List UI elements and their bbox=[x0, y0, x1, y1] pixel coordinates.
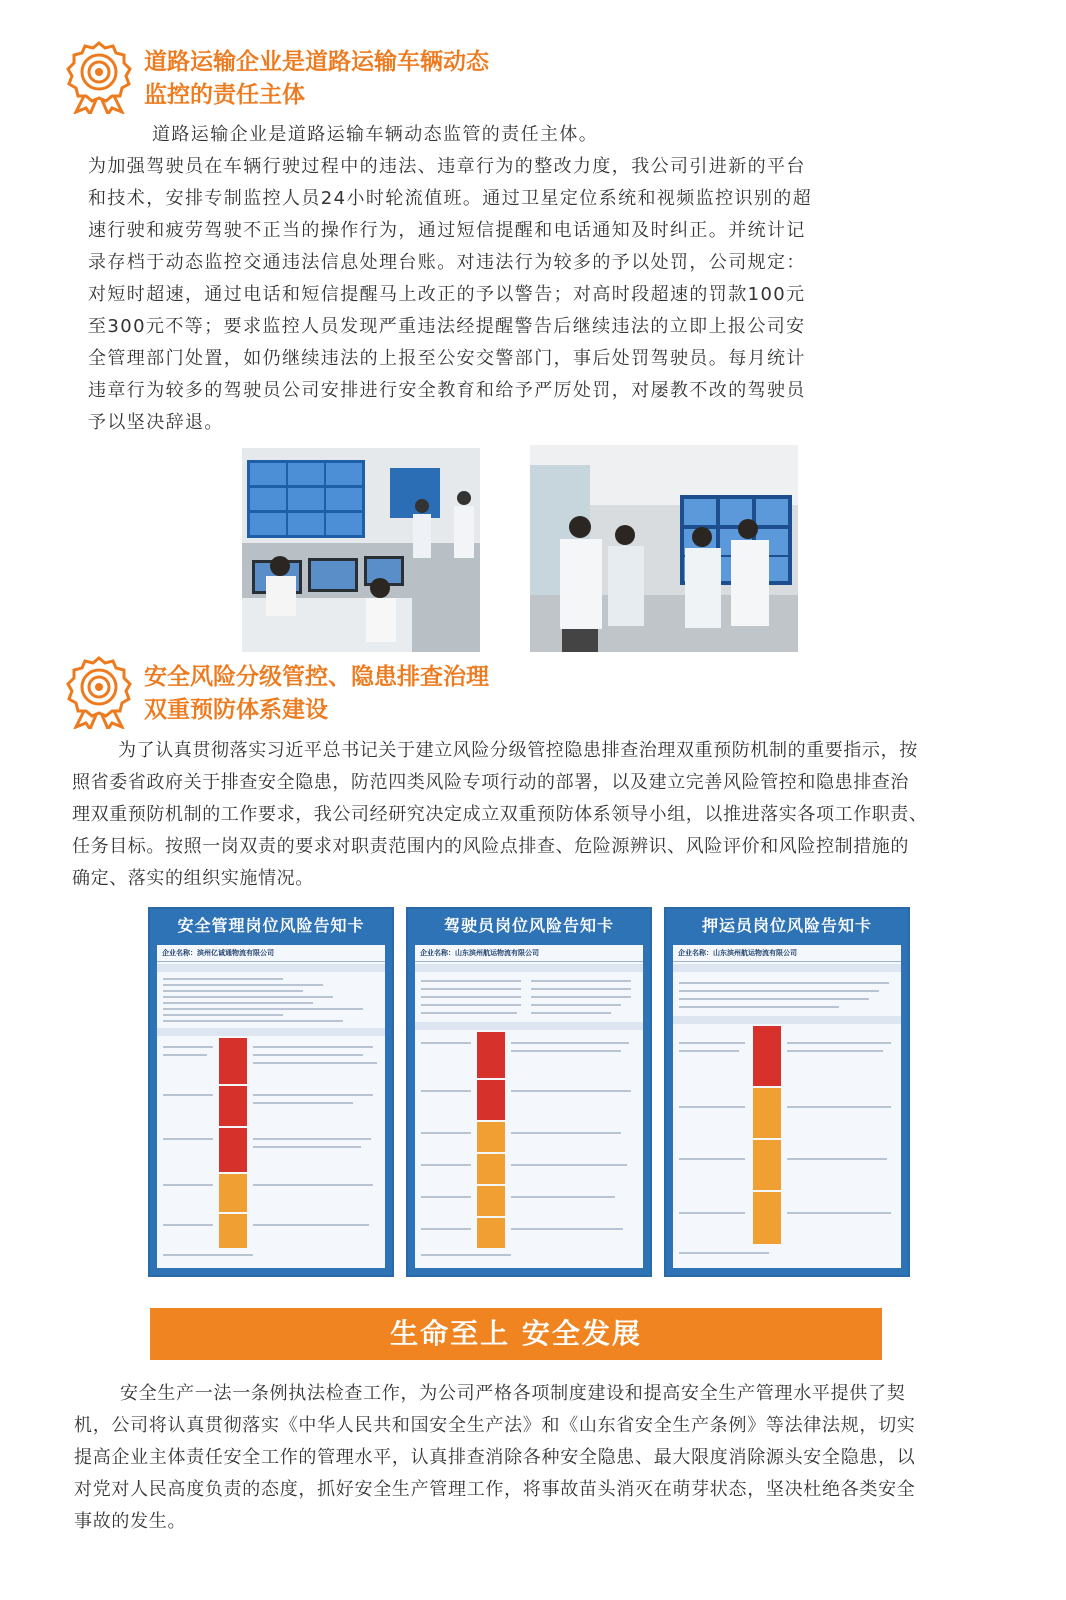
section3-body bbox=[74, 1378, 1006, 1538]
award-badge-icon bbox=[62, 40, 136, 114]
section3-line: 安全生产一法一条例执法检查工作，为公司严格各项制度建设和提高安全生产管理水平提供了契 bbox=[120, 1383, 906, 1404]
section1-line: 予以坚决辞退。 bbox=[88, 412, 224, 433]
section1-body bbox=[88, 119, 983, 439]
risk-card-body bbox=[157, 945, 385, 1268]
section2-title-line2: 双重预防体系建设 bbox=[144, 697, 328, 723]
risk-card-title: 安全管理岗位风险告知卡 bbox=[177, 916, 365, 935]
risk-card-driver bbox=[406, 907, 652, 1277]
section3-line: 机，公司将认真贯彻落实《中华人民共和国安全生产法》和《山东省安全生产条例》等法律法规，切实 bbox=[74, 1415, 916, 1436]
monitoring-room-photo-1 bbox=[242, 448, 480, 652]
section1-line: 速行驶和疲劳驾驶不正当的操作行为，通过短信提醒和电话通知及时纠正。并统计记 bbox=[88, 220, 806, 241]
risk-card-table bbox=[157, 962, 385, 1262]
section1-title bbox=[144, 40, 489, 112]
section1-line: 道路运输企业是道路运输车辆动态监管的责任主体。 bbox=[152, 124, 599, 145]
section3-line: 提高企业主体责任安全工作的管理水平，认真排查消除各种安全隐患、最大限度消除源头安全隐患，以 bbox=[74, 1447, 916, 1468]
section3-line: 事故的发生。 bbox=[74, 1511, 187, 1532]
risk-card-company: 企业名称：山东滨州航运物流有限公司 bbox=[673, 945, 901, 962]
risk-card-company: 企业名称：山东滨州航运物流有限公司 bbox=[415, 945, 643, 962]
risk-card-title: 押运员岗位风险告知卡 bbox=[701, 916, 872, 935]
section2-line: 确定、落实的组织实施情况。 bbox=[72, 868, 314, 889]
section2-header bbox=[62, 655, 489, 729]
section1-line: 违章行为较多的驾驶员公司安排进行安全教育和给予严厉处罚，对屡教不改的驾驶员 bbox=[88, 380, 806, 401]
section1-line: 录存档于动态监控交通违法信息处理台账。对违法行为较多的予以处罚，公司规定： bbox=[88, 252, 806, 273]
section2-line: 照省委省政府关于排查安全隐患，防范四类风险专项行动的部署，以及建立完善风险管控和隐患排查治 bbox=[72, 772, 909, 793]
risk-card-safety-management bbox=[148, 907, 394, 1277]
section2-line: 为了认真贯彻落实习近平总书记关于建立风险分级管控隐患排查治理双重预防机制的重要指示，按 bbox=[118, 740, 918, 761]
section3-line: 对党对人民高度负责的态度，抓好安全生产管理工作，将事故苗头消灭在萌芽状态，坚决杜绝各类安全 bbox=[74, 1479, 916, 1500]
risk-card-body bbox=[673, 945, 901, 1268]
risk-card-body bbox=[415, 945, 643, 1268]
risk-card-company: 企业名称：滨州亿诚通物流有限公司 bbox=[157, 945, 385, 962]
section1-line: 和技术，安排专制监控人员24小时轮流值班。通过卫星定位系统和视频监控识别的超 bbox=[88, 188, 813, 209]
section1-line: 全管理部门处置，如仍继续违法的上报至公安交警部门，事后处罚驾驶员。每月统计 bbox=[88, 348, 806, 369]
section1-title-line1: 道路运输企业是道路运输车辆动态 bbox=[144, 49, 489, 75]
section1-title-line2: 监控的责任主体 bbox=[144, 82, 305, 108]
section2-title-line1: 安全风险分级管控、隐患排查治理 bbox=[144, 664, 489, 690]
slogan-banner: 生命至上 安全发展 bbox=[150, 1308, 882, 1360]
section1-line: 为加强驾驶员在车辆行驶过程中的违法、违章行为的整改力度，我公司引进新的平台 bbox=[88, 156, 806, 177]
section2-body bbox=[72, 735, 1007, 895]
section2-line: 理双重预防机制的工作要求，我公司经研究决定成立双重预防体系领导小组，以推进落实各项工作职责、 bbox=[72, 804, 928, 825]
section1-header bbox=[62, 40, 489, 114]
monitoring-room-photo-2 bbox=[530, 445, 798, 652]
section2-line: 任务目标。按照一岗双责的要求对职责范围内的风险点排查、危险源辨识、风险评价和风险控制措施的 bbox=[72, 836, 909, 857]
section1-line: 至300元不等；要求监控人员发现严重违法经提醒警告后继续违法的立即上报公司安 bbox=[88, 316, 806, 337]
section2-title bbox=[144, 655, 489, 727]
risk-card-escort bbox=[664, 907, 910, 1277]
risk-card-table bbox=[415, 962, 643, 1262]
award-badge-icon bbox=[62, 655, 136, 729]
risk-card-table bbox=[673, 962, 901, 1262]
risk-card-title: 驾驶员岗位风险告知卡 bbox=[443, 916, 614, 935]
section1-line: 对短时超速，通过电话和短信提醒马上改正的予以警告；对高时段超速的罚款100元 bbox=[88, 284, 806, 305]
